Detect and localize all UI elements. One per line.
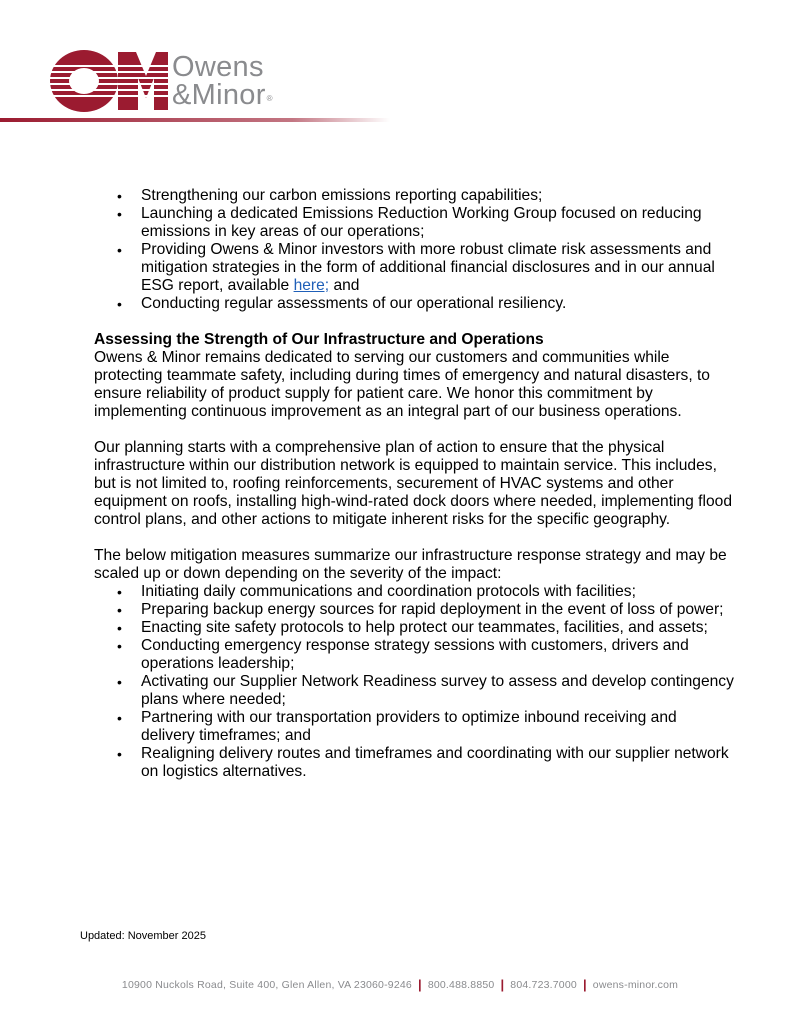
document-body [94,187,734,781]
footer-contact [0,976,800,991]
list-item: • Realigning delivery routes and timeframes and coordinating with our supplier network on logistics alternatives. [141,745,734,781]
list-item: • Partnering with our transportation providers to optimize inbound receiving and delivery timeframes; and [141,709,734,745]
list-item: • Enacting site safety protocols to help protect our teammates, facilities, and assets; [141,619,734,637]
updated-date: Updated: November 2025 [80,930,206,942]
paragraph: Owens & Minor remains dedicated to serving our customers and communities while protecting teammate safety, including during times of emergency and natural disasters, to ensure reliability of product supply for patient care. We honor this commitment by implementing continuous improvement as an integral part of our business operations. [94,349,710,420]
footer-separator: | [417,977,422,992]
section-heading: Assessing the Strength of Our Infrastructure and Operations [94,331,544,348]
footer-website: owens-minor.com [592,979,679,991]
list-item: • Conducting emergency response strategy sessions with customers, drivers and operations leadership; [141,637,734,673]
footer-phone-1: 800.488.8850 [427,979,495,991]
logo-wordmark-minor: &Minor® [172,79,273,111]
footer-separator: | [500,977,505,992]
header-rule [0,118,390,122]
esg-report-link[interactable]: here; [293,277,330,294]
list-item: • Preparing backup energy sources for rapid deployment in the event of loss of power; [141,601,734,619]
list-item: • Launching a dedicated Emissions Reduction Working Group focused on reducing emissions in key areas of our operations; [141,205,734,241]
paragraph: The below mitigation measures summarize our infrastructure response strategy and may be scaled up or down depending on the severity of the impact: [94,547,727,582]
registered-mark: ® [266,94,273,103]
list-item: • Providing Owens & Minor investors with more robust climate risk assessments and mitigation strategies in the form of additional financial disclosures and in our annual ESG report, available here; and [141,241,734,295]
list-item: • Conducting regular assessments of our operational resiliency. [141,295,734,313]
mitigation-bullet-list [94,583,734,781]
footer-phone-2: 804.723.7000 [510,979,577,991]
footer-separator: | [582,977,587,992]
paragraph: Our planning starts with a comprehensive plan of action to ensure that the physical infrastructure within our distribution network is equipped to maintain service. This includes, but is not limited to, roofing reinforcements, securement of HVAC systems and other equipment on roofs, installing high-wind-rated dock doors where needed, implementing flood control plans, and other actions to mitigate inherent risks for the specific geography. [94,439,732,528]
footer-address: 10900 Nuckols Road, Suite 400, Glen Allen, VA 23060-9246 [121,979,412,991]
list-item: • Activating our Supplier Network Readiness survey to assess and develop contingency plans where needed; [141,673,734,709]
list-item: • Initiating daily communications and coordination protocols with facilities; [141,583,734,601]
top-bullet-list [94,187,734,313]
logo-wordmark-owens: Owens [172,51,264,83]
list-item: • Strengthening our carbon emissions reporting capabilities; [141,187,734,205]
